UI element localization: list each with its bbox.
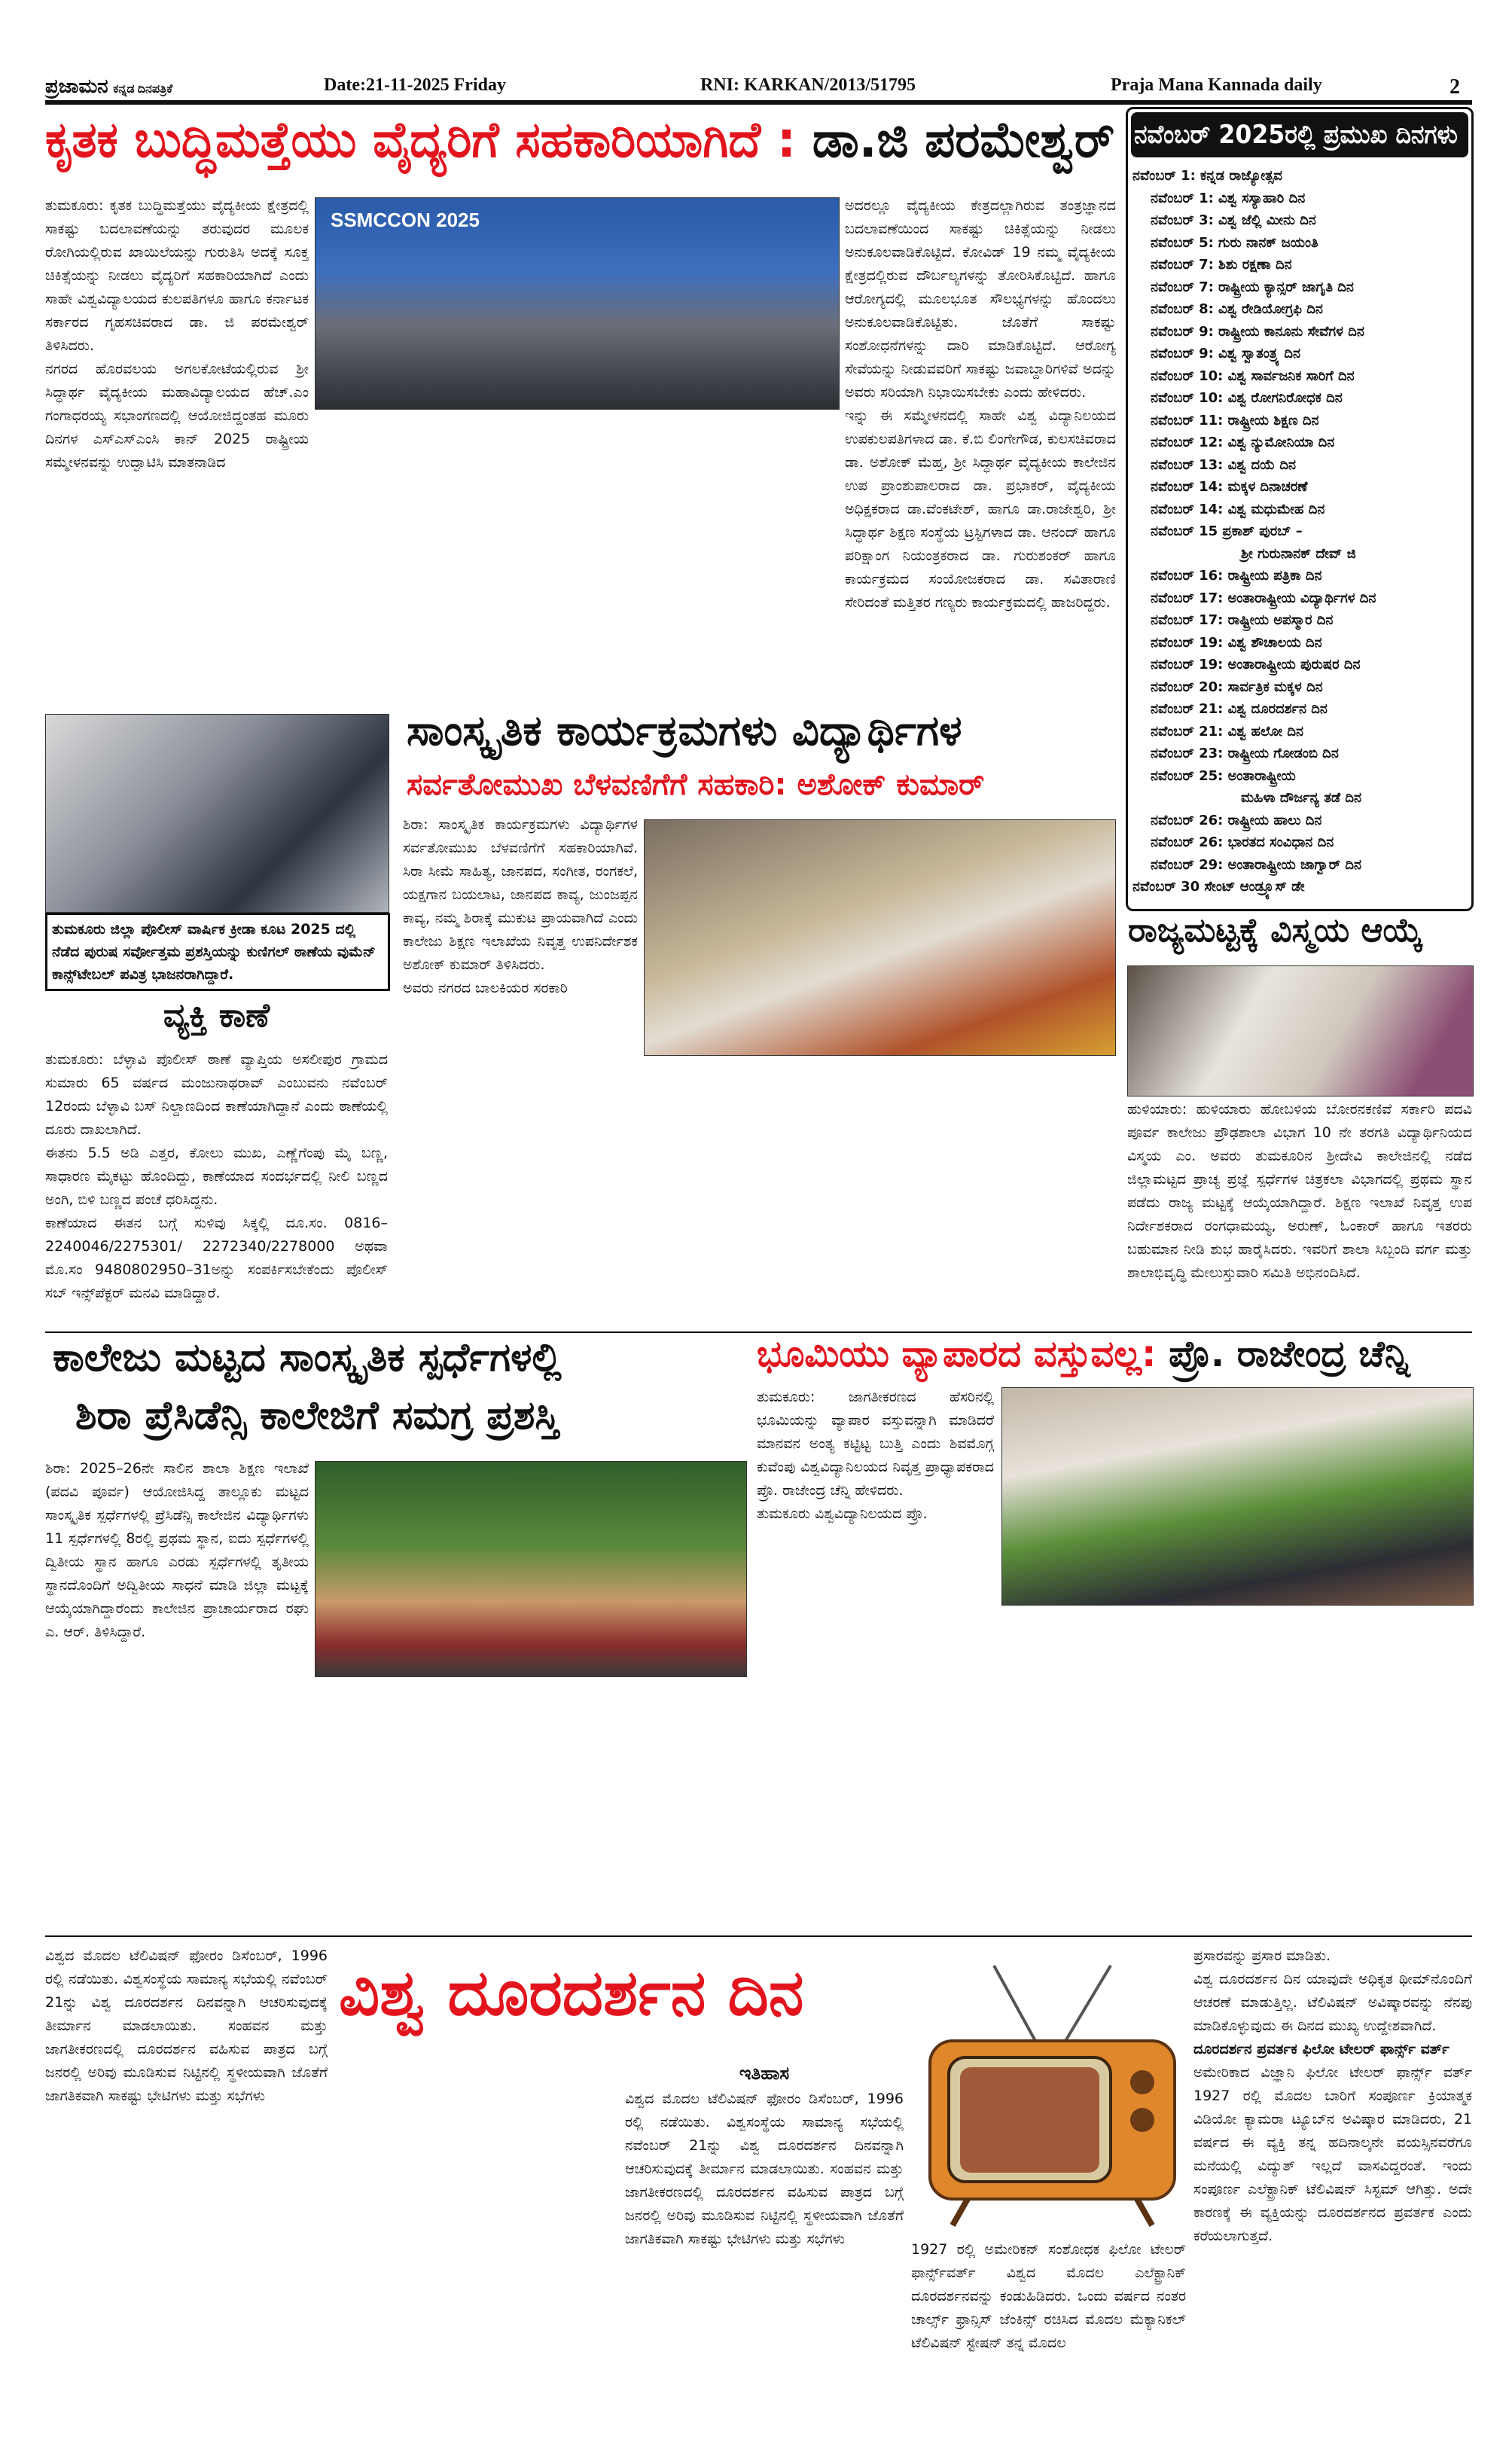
lead-column-4: ಅದರಲ್ಲೂ ವೈದ್ಯಕೀಯ ಕೇತ್ರದಲ್ಲಾಗಿರುವ ತಂತ್ರಜ್ಞಾನದ ಬದಲಾವಣೆಯಿಂದ ಸಾಕಷ್ಟು ಚಿಕಿತ್ಸೆಯನ್ನು ನೀಡಲು ಅನುಕೂಲವಾಡಿಕೊಟ್ಟಿದೆ. ಕೋವಿಡ್ 19 ನಮ್ಮ ವೈದ್ಯಕೀಯ ಕ್ಷೇತ್ರದಲ್ಲಿರುವ ದೌರ್ಬಲ್ಯಗಳನ್ನು ತೋರಿಸಿಕೊಟ್ಟಿದೆ. ಹಾಗೂ ಆರೋಗ್ಯದಲ್ಲಿ ಮೂಲಭೂತ ಸೌಲಭ್ಯಗಳನ್ನು ಹೊಂದಲು ಅನುಕೂಲವಾಡಿಕೊಟ್ಟಿತು. ಜೊತೆಗೆ ಸಾಕಷ್ಟು ಸಂಶೋಧನೆಗಳನ್ನು ದಾರಿ ಮಾಡಿಕೊಟ್ಟಿದೆ. ಆರೋಗ್ಯ ಸೇವೆಯನ್ನು ನೀಡುವವರಿಗೆ ಸಾಕಷ್ಟು ಜವಾಬ್ದಾರಿಗಳಿವೆ ಅದನ್ನು ಅವರು ಸರಿಯಾಗಿ ನಿಭಾಯಿಸಬೇಕು ಎಂದು ಹೇಳಿದರು. ಇನ್ನು ಈ ಸಮ್ಮೇಳನದಲ್ಲಿ ಸಾಹೇ ವಿಶ್ವ ವಿದ್ಯಾನಿಲಯದ ಉಪಕುಲಪತಿಗಳಾದ ಡಾ. ಕೆ.ಬಿ ಲಿಂಗೇಗೌಡ, ಕುಲಸಚಿವರಾದ ಡಾ. ಅಶೋಕ್ ಮೆಹ್ತ, ಶ್ರೀ ಸಿದ್ಧಾರ್ಥ ವೈದ್ಯಕೀಯ ಕಾಲೇಜಿನ ಉಪ ಪ್ರಾಂಶುಪಾಲರಾದ ಡಾ. ಪ್ರಭಾಕರ್, ವೈದ್ಯಕೀಯ ಅಧಿಕ್ಷಕರಾದ ಡಾ.ವೆಂಕಟೇಶ್, ಹಾಗೂ ಡಾ.ರಾಜೇಶ್ವರಿ, ಶ್ರೀ ಸಿದ್ಧಾರ್ಥ ಶಿಕ್ಷಣ ಸಂಸ್ಥೆಯ ಟ್ರಸ್ಟಿಗಳಾದ ಡಾ. ಆನಂದ್ ಹಾಗೂ ಪರಿಕ್ಷಾಂಗ ನಿಯಂತ್ರಕರಾದ ಡಾ. ಗುರುಶಂಕರ್ ಹಾಗೂ ಕಾರ್ಯಕ್ರಮದ ಸಂಯೋಜಕರಾದ ಡಾ. ಸವಿತಾರಾಣಿ ಸೇರಿದಂತೆ ಮತ್ತಿತರ ಗಣ್ಯರು ಕಾರ್ಯಕ್ರಮದಲ್ಲಿ ಹಾಜರಿದ್ದರು. bbox=[845, 197, 1116, 611]
important-day-item: ನವೆಂಬರ್ 1: ಕನ್ನಡ ರಾಜ್ಯೋತ್ಸವ bbox=[1132, 168, 1282, 184]
land-body: ತುಮಕೂರು: ಜಾಗತೀಕರಣದ ಹೆಸರಿನಲ್ಲಿ ಭೂಮಿಯನ್ನು ವ್ಯಾಪಾರ ವಸ್ತುವನ್ನಾಗಿ ಮಾಡಿದರೆ ಮಾನವನ ಅಂತ್ಯ ಕಟ್ಟಿಟ್ಟ ಬುತ್ತಿ ಎಂದು ಶಿವಮೊಗ್ಗ ಕುವೆಂಪು ವಿಶ್ವವಿದ್ಯಾನಿಲಯದ ನಿವೃತ್ತ ಪ್ರಾಧ್ಯಾಪಕರಾದ ಪ್ರೊ. ರಾಜೇಂದ್ರ ಚೆನ್ನಿ ಹೇಳಿದರು. ತುಮಕೂರು ವಿಶ್ವವಿದ್ಯಾನಿಲಯದ ಪ್ರೊ. bbox=[757, 1389, 994, 1522]
presidency-headline-line2: ಶಿರಾ ಪ್ರೆಸಿಡೆನ್ಸಿ ಕಾಲೇಜಿಗೆ ಸಮಗ್ರ ಪ್ರಶಸ್ತಿ bbox=[75, 1393, 559, 1438]
important-days-title: ನವೆಂಬರ್ 2025ರಲ್ಲಿ ಪ್ರಮುಖ ದಿನಗಳು bbox=[1131, 112, 1468, 157]
important-day-item: ನವೆಂಬರ್ 7: ರಾಷ್ಟ್ರೀಯ ಕ್ಯಾನ್ಸರ್ ಜಾಗೃತಿ ದಿನ bbox=[1151, 279, 1354, 295]
land-headline: ಭೂಮಿಯು ವ್ಯಾಪಾರದ ವಸ್ತುವಲ್ಲ: ಪ್ರೊ. ರಾಜೇಂದ್ರ ಚೆನ್ನಿ bbox=[757, 1333, 1410, 1375]
cultural-column-1: ಶಿರಾ: ಸಾಂಸ್ಕೃತಿಕ ಕಾರ್ಯಕ್ರಮಗಳು ವಿದ್ಯಾರ್ಥಿಗಳ ಸರ್ವತೋಮುಖ ಬೆಳವಣಿಗೆಗೆ ಸಹಕಾರಿಯಾಗಿವೆ. ಸಿರಾ ಸೀಮೆ ಸಾಹಿತ್ಯ, ಜಾನಪದ, ಸಂಗೀತ, ರಂಗಕಲೆ, ಯಕ್ಷಗಾನ ಬಯಲಾಟ, ಜಾನಪದ ಕಾವ್ಯ, ಜುಂಜಪ್ಪನ ಕಾವ್ಯ, ನಮ್ಮ ಶಿರಾಕ್ಕೆ ಮುಕುಟ ಪ್ರಾಯವಾಗಿದೆ ಎಂದು ಕಾಲೇಜು ಶಿಕ್ಷಣ ಇಲಾಖೆಯ ನಿವೃತ್ತ ಉಪನಿರ್ದೇಶಕ ಅಶೋಕ್ ಕುಮಾರ್ ತಿಳಿಸಿದರು. ಅವರು ನಗರದ ಬಾಲಕಿಯರ ಸರಕಾರಿ bbox=[403, 816, 638, 996]
important-day-item: ನವೆಂಬರ್ 26: ಭಾರತದ ಸಂವಿಧಾನ ದಿನ bbox=[1151, 834, 1334, 850]
important-day-item: ನವೆಂಬರ್ 14: ವಿಶ್ವ ಮಧುಮೇಹ ದಿನ bbox=[1151, 501, 1325, 517]
tv-day-column-right: ಪ್ರಸಾರವನ್ನು ಪ್ರಸಾರ ಮಾಡಿತು. ವಿಶ್ವ ದೂರದರ್ಶನ ದಿನ ಯಾವುದೇ ಅಧಿಕೃತ ಥೀಮ್‌ನೊಂದಿಗೆ ಆಚರಣೆ ಮಾಡುತ್ತಿಲ್ಲ. ಟೆಲಿವಿಷನ್ ಅವಿಷ್ಕಾರವನ್ನು ನೆನಪು ಮಾಡಿಕೊಳ್ಳುವುದು ಈ ದಿನದ ಮುಖ್ಯ ಉದ್ದೇಶವಾಗಿದೆ. ದೂರದರ್ಶನ ಪ್ರವರ್ತಕ ಫಿಲೋ ಟೇಲರ್ ಫಾರ್ನ್ಸ್ ವರ್ತ್ ಅಮೇರಿಕಾದ ವಿಜ್ಞಾನಿ ಫಿಲೋ ಟೇಲರ್ ಫಾರ್ನ್ಸ್ ವರ್ತ್ 1927 ರಲ್ಲಿ ಮೊದಲ ಬಾರಿಗೆ ಸಂಪೂರ್ಣ ಕ್ರಿಯಾತ್ಮಕ ವಿಡಿಯೋ ಕ್ಯಾಮರಾ ಟ್ಯೂಬ್‌ನ ಅವಿಷ್ಕಾರ ಮಾಡಿದರು, 21 ವರ್ಷದ ಈ ವ್ಯಕ್ತಿ ತನ್ನ ಹದಿನಾಲ್ಕನೇ ವಯಸ್ಸಿನವರೆಗೂ ಮನೆಯಲ್ಲಿ ವಿದ್ಯುತ್ ಇಲ್ಲದೆ ವಾಸವಿದ್ದರಂತೆ. ಇಂದು ಸಂಪೂರ್ಣ ಎಲೆಕ್ಟ್ರಾನಿಕ್ ಟೆಲಿವಿಷನ್ ಸಿಸ್ಟಮ್ ಆಗಿತ್ತು. ಅದೇ ಕಾರಣಕ್ಕೆ ಈ ವ್ಯಕ್ತಿಯನ್ನು ದೂರದರ್ಶನದ ಪ್ರವರ್ತಕ ಎಂದು ಕರೆಯಲಾಗುತ್ತದೆ. bbox=[1193, 1947, 1472, 2244]
presidency-headline-line1: ಕಾಲೇಜು ಮಟ್ಟದ ಸಾಂಸ್ಕೃತಿಕ ಸ್ಪರ್ಧೆಗಳಲ್ಲಿ bbox=[53, 1335, 562, 1380]
important-day-item: ನವೆಂಬರ್ 16: ರಾಷ್ಟ್ರೀಯ ಪತ್ರಿಕಾ ದಿನ bbox=[1151, 568, 1322, 584]
important-day-item: ಶ್ರೀ ಗುರುನಾನಕ್ ದೇವ್ ಜಿ bbox=[1241, 545, 1356, 562]
lead-photo: SSMCCON 2025 bbox=[315, 197, 840, 410]
masthead-logo: ಪ್ರಜಾಮನ ಕನ್ನಡ ದಿನಪತ್ರಿಕೆ bbox=[45, 75, 173, 97]
important-day-item: ನವೆಂಬರ್ 9: ರಾಷ್ಟ್ರೀಯ ಕಾನೂನು ಸೇವೆಗಳ ದಿನ bbox=[1151, 323, 1364, 340]
important-day-item: ನವೆಂಬರ್ 1: ವಿಶ್ವ ಸಸ್ಯಾಹಾರಿ ದಿನ bbox=[1151, 190, 1306, 206]
important-day-item: ನವೆಂಬರ್ 29: ಅಂತಾರಾಷ್ಟ್ರೀಯ ಜಾಗ್ವಾರ್ ದಿನ bbox=[1151, 856, 1362, 873]
presidency-body: ಶಿರಾ: 2025–26ನೇ ಸಾಲಿನ ಶಾಲಾ ಶಿಕ್ಷಣ ಇಲಾಖೆ (ಪದವಿ ಪೂರ್ವ) ಆಯೋಜಿಸಿದ್ದ ತಾಲ್ಲೂಕು ಮಟ್ಟದ ಸಾಂಸ್ಕೃತಿಕ ಸ್ಪರ್ಧೆಗಳಲ್ಲಿ ಪ್ರೆಸಿಡೆನ್ಸಿ ಕಾಲೇಜಿನ ವಿದ್ಯಾರ್ಥಿಗಳು 11 ಸ್ಪರ್ಧೆಗಳಲ್ಲಿ 8ರಲ್ಲಿ ಪ್ರಥಮ ಸ್ಥಾನ, ಐದು ಸ್ಪರ್ಧೆಗಳಲ್ಲಿ ದ್ವಿತೀಯ ಸ್ಥಾನ ಹಾಗೂ ಎರಡು ಸ್ಪರ್ಧೆಗಳಲ್ಲಿ ತೃತೀಯ ಸ್ಥಾನದೊಂದಿಗೆ ಅದ್ವಿತೀಯ ಸಾಧನೆ ಮಾಡಿ ಜಿಲ್ಲಾ ಮಟ್ಟಕ್ಕೆ ಆಯ್ಕೆಯಾಗಿದ್ದಾರೆಂದು ಕಾಲೇಜಿನ ಪ್ರಾಚಾರ್ಯರಾದ ರಘು ಎ. ಆರ್. ತಿಳಿಸಿದ್ದಾರೆ. bbox=[45, 1460, 309, 1640]
section-divider bbox=[45, 1935, 1472, 1937]
important-day-item: ನವೆಂಬರ್ 14: ಮಕ್ಕಳ ದಿನಾಚರಣೆ bbox=[1151, 479, 1308, 495]
important-day-item: ನವೆಂಬರ್ 8: ವಿಶ್ವ ರೇಡಿಯೋಗ್ರಫಿ ದಿನ bbox=[1151, 301, 1323, 317]
missing-headline: ವ್ಯಕ್ತಿ ಕಾಣೆ bbox=[163, 996, 270, 1035]
important-day-item: ನವೆಂಬರ್ 5: ಗುರು ನಾನಕ್ ಜಯಂತಿ bbox=[1151, 234, 1318, 251]
presidency-photo bbox=[315, 1461, 747, 1677]
important-day-item: ನವೆಂಬರ್ 15 ಪ್ರಕಾಶ್ ಪುರಬ್ – bbox=[1151, 523, 1303, 539]
tv-day-history-heading: ಇತಿಹಾಸ bbox=[739, 2063, 790, 2084]
vismaya-photo bbox=[1127, 965, 1474, 1096]
important-day-item: ನವೆಂಬರ್ 10: ವಿಶ್ವ ಸಾರ್ವಜನಿಕ ಸಾರಿಗೆ ದಿನ bbox=[1151, 368, 1355, 384]
masthead-date: Date:21-11-2025 Friday bbox=[324, 75, 506, 95]
important-day-item: ನವೆಂಬರ್ 20: ಸಾರ್ವತ್ರಿಕ ಮಕ್ಕಳ ದಿನ bbox=[1151, 679, 1323, 695]
important-day-item: ನವೆಂಬರ್ 19: ವಿಶ್ವ ಶೌಚಾಲಯ ದಿನ bbox=[1151, 634, 1322, 651]
lead-headline: ಕೃತಕ ಬುದ್ಧಿಮತ್ತೆಯು ವೈದ್ಯರಿಗೆ ಸಹಕಾರಿಯಾಗಿದೆ : ಡಾ.ಜಿ ಪರಮೇಶ್ವರ್ bbox=[45, 111, 1115, 169]
cultural-subheadline: ಸರ್ವತೋಮುಖ ಬೆಳವಣಿಗೆಗೆ ಸಹಕಾರಿ: ಅಶೋಕ್ ಕುಮಾರ್ bbox=[407, 767, 985, 802]
important-day-item: ನವೆಂಬರ್ 26: ರಾಷ್ಟ್ರೀಯ ಹಾಲು ದಿನ bbox=[1151, 812, 1322, 828]
important-days-box bbox=[1126, 107, 1474, 911]
land-photo bbox=[1001, 1387, 1474, 1606]
police-sports-caption: ತುಮಕೂರು ಜಿಲ್ಲಾ ಪೊಲೀಸ್ ವಾರ್ಷಿಕ ಕ್ರೀಡಾ ಕೂಟ 2025 ದಲ್ಲಿ ನೆಡೆದ ಪುರುಷ ಸರ್ವೋತ್ತಮ ಪ್ರಶಸ್ತಿಯನ್ನು ಕುಣಿಗಲ್ ಠಾಣೆಯ ವುಮೆನ್ ಕಾನ್ಸ್‌ಟೇಬಲ್ ಪವಿತ್ರ ಭಾಜನರಾಗಿದ್ದಾರೆ. bbox=[45, 913, 390, 991]
tv-illustration-caption: 1927 ರಲ್ಲಿ ಅಮೇರಿಕನ್ ಸಂಶೋಧಕ ಫಿಲೋ ಟೇಲರ್ ಫಾರ್ನ್ಸ್‌ವರ್ತ್ ವಿಶ್ವದ ಮೊದಲ ಎಲೆಕ್ಟ್ರಾನಿಕ್ ದೂರದರ್ಶನವನ್ನು ಕಂಡುಹಿಡಿದರು. ಒಂದು ವರ್ಷದ ನಂತರ ಚಾರ್ಲ್ಸ್ ಫ್ರಾನ್ಸಿಸ್ ಜೆಂಕಿನ್ಸ್ ರಚಿಸಿದ ಮೊದಲ ಮೆಕ್ಯಾನಿಕಲ್ ಟೆಲಿವಿಷನ್ ಸ್ಟೇಷನ್ ತನ್ನ ಮೊದಲ bbox=[911, 2241, 1186, 2351]
cultural-photo bbox=[644, 819, 1116, 1056]
important-day-item: ನವೆಂಬರ್ 11: ರಾಷ್ಟ್ರೀಯ ಶಿಕ್ಷಣ ದಿನ bbox=[1151, 412, 1319, 429]
important-day-item: ನವೆಂಬರ್ 17: ರಾಷ್ಟ್ರೀಯ ಅಪಸ್ಮಾರ ದಿನ bbox=[1151, 612, 1334, 628]
important-day-item: ನವೆಂಬರ್ 19: ಅಂತಾರಾಷ್ಟ್ರೀಯ ಪುರುಷರ ದಿನ bbox=[1151, 657, 1361, 673]
television-icon bbox=[922, 1958, 1182, 2229]
tv-illustration bbox=[922, 1958, 1182, 2229]
tv-day-history-body: ವಿಶ್ವದ ಮೊದಲ ಟೆಲಿವಿಷನ್ ಫೋರಂ ಡಿಸೆಂಬರ್, 1996 ರಲ್ಲಿ ನಡೆಯಿತು. ವಿಶ್ವಸಂಸ್ಥೆಯ ಸಾಮಾನ್ಯ ಸಭೆಯಲ್ಲಿ ನವೆಂಬರ್ 21ನ್ನು ವಿಶ್ವ ದೂರದರ್ಶನ ದಿನವನ್ನಾಗಿ ಆಚರಿಸುವುದಕ್ಕೆ ತೀರ್ಮಾನ ಮಾಡಲಾಯಿತು. ಸಂಹವನ ಮತ್ತು ಜಾಗತೀಕರಣದಲ್ಲಿ ದೂರದರ್ಶನ ವಹಿಸುವ ಪಾತ್ರದ ಬಗ್ಗೆ ಜನರಲ್ಲಿ ಅರಿವು ಮೂಡಿಸುವ ನಿಟ್ಟಿನಲ್ಲಿ ಸ್ಥಳೀಯವಾಗಿ ಜೊತೆಗೆ ಜಾಗತಿಕವಾಗಿ ಸಾಕಷ್ಟು ಭೇಟಿಗಳು ಮತ್ತು ಸಭೆಗಳು bbox=[625, 2091, 904, 2247]
important-day-item: ನವೆಂಬರ್ 10: ವಿಶ್ವ ರೋಗನಿರೋಧಕ ದಿನ bbox=[1151, 390, 1343, 406]
important-day-item: ಮಹಿಳಾ ದೌರ್ಜನ್ಯ ತಡೆ ದಿನ bbox=[1241, 790, 1362, 806]
masthead-rni: RNI: KARKAN/2013/51795 bbox=[700, 75, 916, 95]
important-day-item: ನವೆಂಬರ್ 23: ರಾಷ್ಟ್ರೀಯ ಗೋಡಂಬಿ ದಿನ bbox=[1151, 746, 1339, 761]
cultural-headline: ಸಾಂಸ್ಕೃತಿಕ ಕಾರ್ಯಕ್ರಮಗಳು ವಿದ್ಯಾರ್ಥಿಗಳ bbox=[407, 706, 962, 755]
important-days-list bbox=[1128, 160, 1471, 898]
important-day-item: ನವೆಂಬರ್ 3: ವಿಶ್ವ ಜೆಲ್ಲಿ ಮೀನು ದಿನ bbox=[1151, 212, 1316, 228]
vismaya-headline: ರಾಜ್ಯಮಟ್ಟಕ್ಕೆ ವಿಸ್ಮಯ ಆಯ್ಕೆ bbox=[1128, 911, 1423, 950]
tv-day-column-left: ವಿಶ್ವದ ಮೊದಲ ಟೆಲಿವಿಷನ್ ಫೋರಂ ಡಿಸೆಂಬರ್, 1996 ರಲ್ಲಿ ನಡೆಯಿತು. ವಿಶ್ವಸಂಸ್ಥೆಯ ಸಾಮಾನ್ಯ ಸಭೆಯಲ್ಲಿ ನವೆಂಬರ್ 21ನ್ನು ವಿಶ್ವ ದೂರದರ್ಶನ ದಿನವನ್ನಾಗಿ ಆಚರಿಸುವುದಕ್ಕೆ ತೀರ್ಮಾನ ಮಾಡಲಾಯಿತು. ಸಂಹವನ ಮತ್ತು ಜಾಗತೀಕರಣದಲ್ಲಿ ದೂರದರ್ಶನ ವಹಿಸುವ ಪಾತ್ರದ ಬಗ್ಗೆ ಜನರಲ್ಲಿ ಅರಿವು ಮೂಡಿಸುವ ನಿಟ್ಟಿನಲ್ಲಿ ಸ್ಥಳೀಯವಾಗಿ ಜೊತೆಗೆ ಜಾಗತಿಕವಾಗಿ ಸಾಕಷ್ಟು ಭೇಟಿಗಳು ಮತ್ತು ಸಭೆಗಳು bbox=[45, 1947, 328, 2104]
important-day-item: ನವೆಂಬರ್ 9: ವಿಶ್ವ ಸ್ವಾತಂತ್ರ್ಯ ದಿನ bbox=[1151, 346, 1301, 361]
missing-body: ತುಮಕೂರು: ಬೆಳ್ಳಾವಿ ಪೊಲೀಸ್ ಠಾಣೆ ವ್ಯಾಪ್ತಿಯ ಅಸಲೀಪುರ ಗ್ರಾಮದ ಸುಮಾರು 65 ವರ್ಷದ ಮಂಜುನಾಥರಾವ್ ಎಂಬುವನು ನವೆಂಬರ್ 12ರಂದು ಬೆಳ್ಳಾವಿ ಬಸ್ ನಿಲ್ದಾಣದಿಂದ ಕಾಣೆಯಾಗಿದ್ದಾನೆ ಎಂದು ಠಾಣೆಯಲ್ಲಿ ದೂರು ದಾಖಲಾಗಿದೆ. ಈತನು 5.5 ಅಡಿ ಎತ್ತರ, ಕೋಲು ಮುಖ, ಎಣ್ಣೆಗೆಂಪು ಮೈ ಬಣ್ಣ, ಸಾಧಾರಣ ಮೈಕಟ್ಟು ಹೊಂದಿದ್ದು, ಕಾಣೆಯಾದ ಸಂದರ್ಭದಲ್ಲಿ ನೀಲಿ ಬಣ್ಣದ ಅಂಗಿ, ಬಿಳಿ ಬಣ್ಣದ ಪಂಚೆ ಧರಿಸಿದ್ದನು. ಕಾಣೆಯಾದ ಈತನ ಬಗ್ಗೆ ಸುಳಿವು ಸಿಕ್ಕಲ್ಲಿ ದೂ.ಸಂ. 0816–2240046/2275301/ 2272340/2278000 ಅಥವಾ ಮೊ.ಸಂ 9480802950–31ಅನ್ನು ಸಂಪರ್ಕಿಸಬೇಕೆಂದು ಪೊಲೀಸ್ ಸಬ್ ಇನ್ಸ್‌ಪೆಕ್ಟರ್ ಮನವಿ ಮಾಡಿದ್ದಾರೆ. bbox=[45, 1051, 388, 1301]
page-number: 2 bbox=[1450, 75, 1460, 99]
tv-day-headline: ವಿಶ್ವ ದೂರದರ್ಶನ ದಿನ bbox=[339, 1956, 804, 2030]
important-day-item: ನವೆಂಬರ್ 17: ಅಂತಾರಾಷ್ಟ್ರೀಯ ವಿದ್ಯಾರ್ಥಿಗಳ ದಿನ bbox=[1151, 590, 1376, 606]
important-day-item: ನವೆಂಬರ್ 21: ವಿಶ್ವ ಹಲೋ ದಿನ bbox=[1151, 723, 1303, 740]
important-day-item: ನವೆಂಬರ್ 13: ವಿಶ್ವ ದಯೆ ದಿನ bbox=[1151, 456, 1297, 473]
police-sports-photo bbox=[45, 714, 389, 913]
vismaya-body: ಹುಳಿಯಾರು: ಹುಳಿಯಾರು ಹೋಬಳಿಯ ಬೋರನಕಣಿವೆ ಸರ್ಕಾರಿ ಪದವಿ ಪೂರ್ವ ಕಾಲೇಜು ಪ್ರೌಢಶಾಲಾ ವಿಭಾಗ 10 ನೇ ತರಗತಿ ವಿದ್ಯಾರ್ಥಿನಿಯದ ವಿಸ್ಮಯ ಎಂ. ಅವರು ತುಮಕೂರಿನ ಶ್ರೀದೇವಿ ಕಾಲೇಜಿನಲ್ಲಿ ನಡೆದ ಜಿಲ್ಲಾಮಟ್ಟದ ಪ್ರಾಚ್ಯ ಪ್ರಜ್ಞೆ ಸ್ಪರ್ಧೆಗಳ ಚಿತ್ರಕಲಾ ವಿಭಾಗದಲ್ಲಿ ಪ್ರಥಮ ಸ್ಥಾನ ಪಡೆದು ರಾಜ್ಯ ಮಟ್ಟಕ್ಕೆ ಆಯ್ಕೆಯಾಗಿದ್ದಾರೆ. ಶಿಕ್ಷಣ ಇಲಾಖೆ ನಿವೃತ್ತ ಉಪ ನಿರ್ದೇಶಕರಾದ ರಂಗಧಾಮಯ್ಯ, ಅರುಣ್, ಓಂಕಾರ್ ಹಾಗೂ ಇತರರು ಬಹುಮಾನ ನೀಡಿ ಶುಭ ಹಾರೈಸಿದರು. ಇವರಿಗೆ ಶಾಲಾ ಸಿಬ್ಬಂದಿ ವರ್ಗ ಮತ್ತು ಶಾಲಾಭಿವೃದ್ಧಿ ಮೇಲುಸ್ತುವಾರಿ ಸಮಿತಿ ಅಭಿನಂದಿಸಿದೆ. bbox=[1127, 1101, 1472, 1281]
important-day-item: ನವೆಂಬರ್ 25: ಅಂತಾರಾಷ್ಟ್ರೀಯ bbox=[1151, 767, 1296, 784]
important-day-item: ನವೆಂಬರ್ 12: ವಿಶ್ವ ನ್ಯುಮೋನಿಯಾ ದಿನ bbox=[1151, 435, 1335, 450]
lead-column-1: ತುಮಕೂರು: ಕೃತಕ ಬುದ್ಧಿಮತ್ತೆಯು ವೈದ್ಯಕೀಯ ಕ್ಷೇತ್ರದಲ್ಲಿ ಸಾಕಷ್ಟು ಬದಲಾವಣೆಯನ್ನು ತರುವುದರ ಮೂಲಕ ರೋಗಿಯಲ್ಲಿರುವ ಖಾಯಿಲೆಯನ್ನು ಗುರುತಿಸಿ ಅದಕ್ಕೆ ಸೂಕ್ತ ಚಿಕಿತ್ಸೆಯನ್ನು ನೀಡಲು ವೈದ್ಯರಿಗೆ ಸಹಕಾರಿಯಾಗಿದೆ ಎಂದು ಸಾಹೇ ವಿಶ್ವವಿದ್ಯಾಲಯದ ಕುಲಪತಿಗಳೂ ಹಾಗೂ ಕರ್ನಾಟಕ ಸರ್ಕಾರದ ಗೃಹಸಚಿವರಾದ ಡಾ. ಜಿ ಪರಮೇಶ್ವರ್ ತಿಳಿಸಿದರು. ನಗರದ ಹೊರವಲಯ ಅಗಲಕೋಟೆಯಲ್ಲಿರುವ ಶ್ರೀ ಸಿದ್ಧಾರ್ಥ ವೈದ್ಯಕೀಯ ಮಹಾವಿದ್ಯಾಲಯದ ಹೆಚ್.ಎಂ ಗಂಗಾಧರಯ್ಯ ಸಭಾಂಗಣದಲ್ಲಿ ಆಯೋಜಿದ್ದಂತಹ ಮೂರು ದಿನಗಳ ಎಸ್‌ಎಸ್‌ಎಂಸಿ ಕಾನ್ 2025 ರಾಷ್ಟ್ರೀಯ ಸಮ್ಮೇಳನವನ್ನು ಉದ್ಘಾಟಿಸಿ ಮಾತನಾಡಿದ bbox=[45, 197, 309, 471]
important-day-item: ನವೆಂಬರ್ 7: ಶಿಶು ರಕ್ಷಣಾ ದಿನ bbox=[1151, 257, 1292, 273]
masthead-rule bbox=[45, 100, 1472, 105]
masthead-paper-name: Praja Mana Kannada daily bbox=[1111, 75, 1322, 95]
important-day-item: ನವೆಂಬರ್ 21: ವಿಶ್ವ ದೂರದರ್ಶನ ದಿನ bbox=[1151, 701, 1328, 717]
important-day-item: ನವೆಂಬರ್ 30 ಸೇಂಟ್ ಆಂಡ್ರ್ಯೂಸ್ ಡೇ bbox=[1132, 879, 1305, 895]
